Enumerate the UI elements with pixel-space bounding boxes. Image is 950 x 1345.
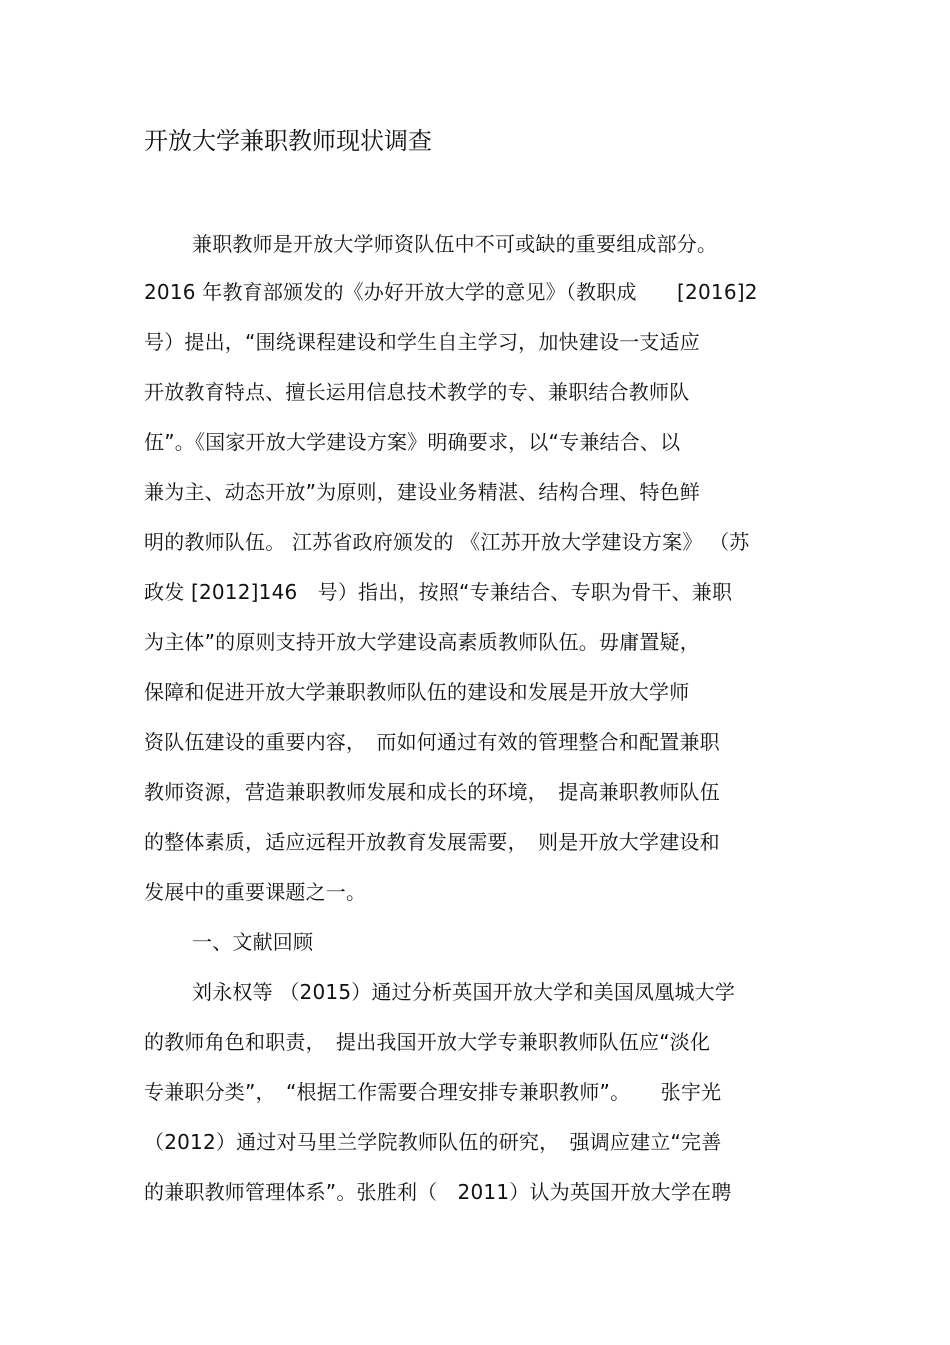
paragraph-line: 为主体”的原则支持开放大学建设高素质教师队伍。毋庸置疑， <box>144 630 700 654</box>
paragraph-line: 专兼职分类”， “根据工作需要合理安排专兼职教师”。 张宇光 <box>144 1080 722 1104</box>
paragraph-line: 资队伍建设的重要内容， 而如何通过有效的管理整合和配置兼职 <box>144 730 720 754</box>
paragraph-line: 号）提出，“围绕课程建设和学生自主学习，加快建设一支适应 <box>144 330 700 354</box>
paragraph-line: 明的教师队伍。 江苏省政府颁发的 《江苏开放大学建设方案》 （苏 <box>144 530 750 554</box>
paragraph-line: （2012）通过对马里兰学院教师队伍的研究， 强调应建立“完善 <box>144 1130 722 1154</box>
document-title: 开放大学兼职教师现状调查 <box>144 127 432 155</box>
paragraph-line: 兼职教师是开放大学师资队伍中不可或缺的重要组成部分。 <box>192 232 718 256</box>
paragraph-line: 保障和促进开放大学兼职教师队伍的建设和发展是开放大学师 <box>144 680 690 704</box>
paragraph-line: 政发 [2012]146 号）指出，按照“专兼结合、专职为骨干、兼职 <box>144 580 733 604</box>
paragraph-line: 的教师角色和职责， 提出我国开放大学专兼职教师队伍应“淡化 <box>144 1030 711 1054</box>
paragraph-line: 伍”。《国家开放大学建设方案》明确要求，以“专兼结合、以 <box>144 430 681 454</box>
paragraph-line: 发展中的重要课题之一。 <box>144 880 367 904</box>
paragraph-line: 刘永权等 （2015）通过分析英国开放大学和美国凤凰城大学 <box>192 980 736 1004</box>
paragraph-line: 的兼职教师管理体系”。张胜利（ 2011）认为英国开放大学在聘 <box>144 1180 732 1204</box>
paragraph-line: 教师资源，营造兼职教师发展和成长的环境， 提高兼职教师队伍 <box>144 780 720 804</box>
paragraph-line: 2016 年教育部颁发的《办好开放大学的意见》（教职成 [2016]2 <box>144 280 758 304</box>
paragraph-line: 兼为主、动态开放”为原则，建设业务精湛、结构合理、特色鲜 <box>144 480 700 504</box>
paragraph-line: 开放教育特点、擅长运用信息技术教学的专、兼职结合教师队 <box>144 380 690 404</box>
paragraph-line: 的整体素质，适应远程开放教育发展需要， 则是开放大学建设和 <box>144 830 720 854</box>
section-heading: 一、文献回顾 <box>192 930 314 954</box>
